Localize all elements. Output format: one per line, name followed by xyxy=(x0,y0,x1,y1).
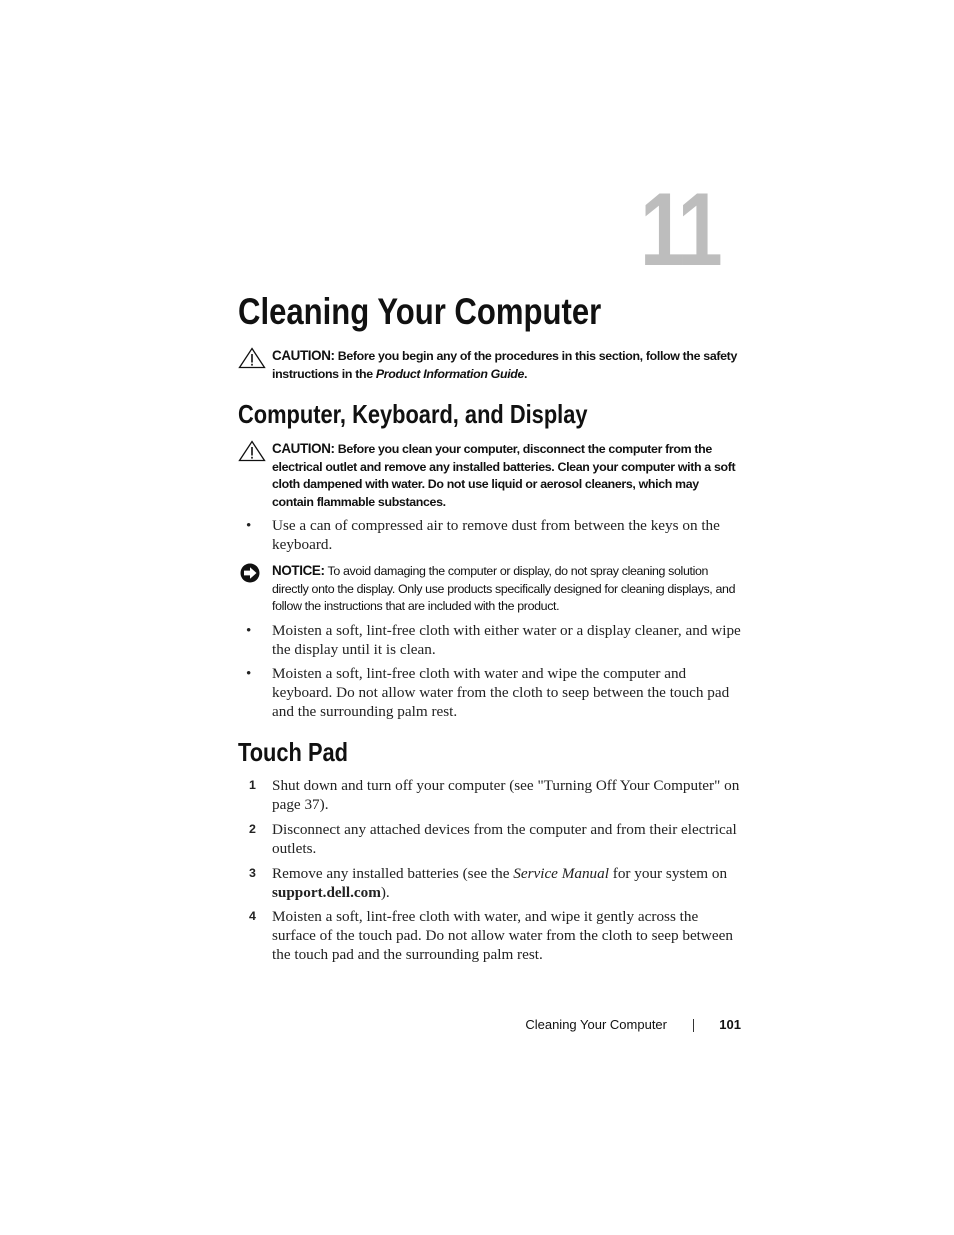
warning-triangle-icon xyxy=(238,440,266,462)
intro-caution-text xyxy=(272,347,738,383)
step-item xyxy=(246,776,741,814)
list-item xyxy=(246,516,741,554)
step-text xyxy=(272,864,741,902)
section1-caution xyxy=(238,440,738,511)
footer-title: Cleaning Your Computer xyxy=(525,1017,667,1032)
bullet-mark: • xyxy=(246,665,252,682)
step-number: 3 xyxy=(249,866,256,880)
section1-caution-text xyxy=(272,440,738,511)
intro-caution xyxy=(238,347,738,383)
footer-separator xyxy=(693,1019,694,1032)
step-text-part: for your system on xyxy=(608,865,728,882)
step-text: Moisten a soft, lint-free cloth with water, and wipe it gently across the surface of the touch pad. Do not allow water from the cloth to seep between the touch pad and the surrounding palm rest. xyxy=(272,908,733,963)
page-footer xyxy=(500,1015,741,1035)
intro-caution-body: Before you begin any of the procedures in this section, follow the safety instructions in the xyxy=(272,349,737,381)
section1-notice-text xyxy=(272,562,738,616)
step-text: Disconnect any attached devices from the computer and from their electrical outlets. xyxy=(272,821,737,857)
caution-label: CAUTION: xyxy=(272,441,335,456)
page-title: Cleaning Your Computer xyxy=(238,291,602,332)
service-manual-title: Service Manual xyxy=(513,865,609,882)
step-number: 1 xyxy=(249,778,256,792)
notice-arrow-icon xyxy=(238,562,266,584)
section1-notice xyxy=(238,562,738,616)
chapter-number: 11 xyxy=(640,172,720,288)
bullet-mark: • xyxy=(246,622,252,639)
section-title-computer-keyboard-display: Computer, Keyboard, and Display xyxy=(238,399,588,429)
bullet-text: Moisten a soft, lint-free cloth with either water or a display cleaner, and wipe the display until it is clean. xyxy=(272,622,741,658)
list-item xyxy=(246,621,741,659)
step-item xyxy=(246,864,741,902)
section1-caution-body: Before you clean your computer, disconnect the computer from the electrical outlet and remove any installed batteries. Clean your computer with a soft cloth dampened with water. Do not use liquid or aerosol cleaners, which may contain flammable substances. xyxy=(272,442,736,509)
bullet-text: Moisten a soft, lint-free cloth with water and wipe the computer and keyboard. Do not allow water from the cloth to seep between the touch pad and the surrounding palm rest. xyxy=(272,665,730,720)
list-item xyxy=(246,664,741,721)
warning-triangle-icon xyxy=(238,347,266,369)
section-title-touch-pad: Touch Pad xyxy=(238,737,349,767)
step-number: 4 xyxy=(249,909,256,923)
bullet-text: Use a can of compressed air to remove dust from between the keys on the keyboard. xyxy=(272,517,720,553)
product-information-guide: Product Information Guide xyxy=(375,366,525,381)
section1-notice-body: To avoid damaging the computer or display, do not spray cleaning solution directly onto the display. Only use products specifically designed for cleaning displays, and follow the instructions that are included with the product. xyxy=(272,564,736,613)
intro-caution-end: . xyxy=(524,366,528,381)
caution-label: CAUTION: xyxy=(272,348,335,363)
step-text-part: ). xyxy=(380,884,390,901)
bullet-mark: • xyxy=(246,517,252,534)
step-number: 2 xyxy=(249,822,256,836)
step-text: Shut down and turn off your computer (see "Turning Off Your Computer" on page 37). xyxy=(272,777,740,813)
step-text-part: Remove any installed batteries (see the xyxy=(272,865,514,882)
page-number: 101 xyxy=(719,1017,741,1032)
step-item xyxy=(246,907,741,964)
step-item xyxy=(246,820,741,858)
notice-label: NOTICE: xyxy=(272,563,325,578)
support-site-link[interactable]: support.dell.com xyxy=(272,884,381,901)
